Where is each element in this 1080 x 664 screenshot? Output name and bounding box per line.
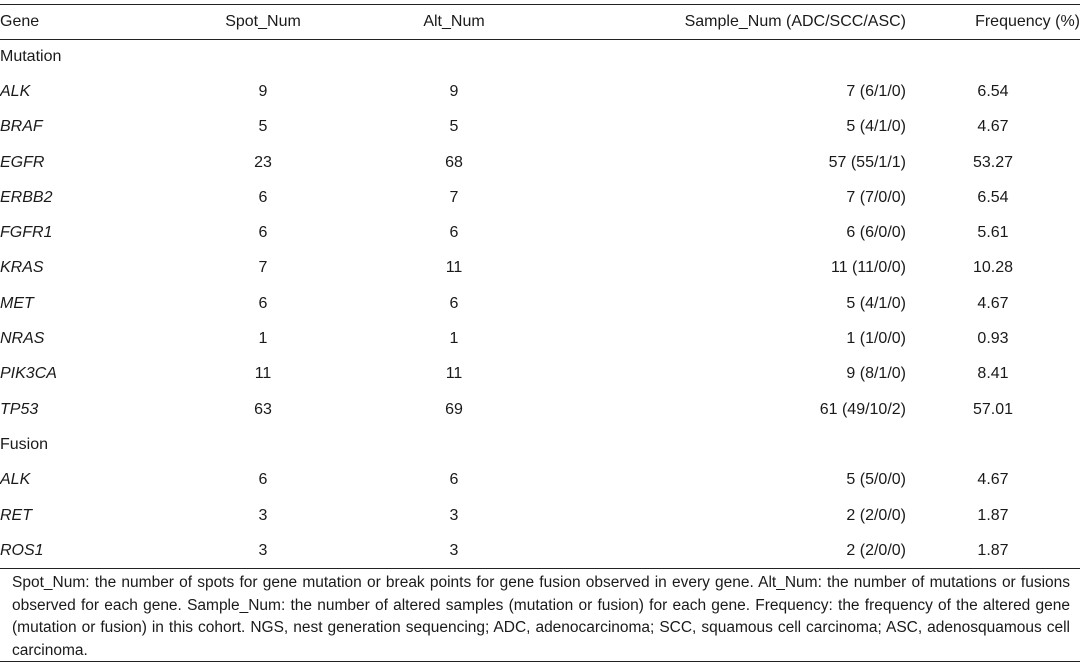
sample-num-cell: 2 (2/0/0) bbox=[846, 541, 906, 559]
gene-alteration-table bbox=[0, 5, 1080, 568]
table-row bbox=[0, 251, 1080, 286]
table-row bbox=[0, 145, 1080, 180]
gene-name-cell: ROS1 bbox=[0, 541, 44, 559]
alt-num-cell: 3 bbox=[449, 506, 459, 524]
frequency-cell: 10.28 bbox=[972, 259, 1014, 277]
alt-num-cell: 1 bbox=[449, 330, 459, 348]
table-row bbox=[0, 463, 1080, 498]
sample-num-cell: 57 (55/1/1) bbox=[828, 153, 906, 171]
table-row bbox=[0, 392, 1080, 427]
spot-num-cell: 23 bbox=[254, 153, 272, 171]
alt-num-cell: 5 bbox=[449, 118, 459, 136]
column-header-alt-num: Alt_Num bbox=[423, 13, 485, 30]
sample-num-cell: 5 (4/1/0) bbox=[846, 294, 906, 312]
sample-num-cell: 6 (6/0/0) bbox=[846, 224, 906, 242]
table-row bbox=[0, 74, 1080, 109]
section-label: Mutation bbox=[0, 47, 62, 65]
sample-num-cell: 7 (6/1/0) bbox=[846, 82, 906, 100]
sample-num-cell: 1 (1/0/0) bbox=[846, 330, 906, 348]
sample-num-cell: 61 (49/10/2) bbox=[819, 400, 906, 418]
frequency-cell: 0.93 bbox=[977, 330, 1009, 348]
spot-num-cell: 9 bbox=[258, 82, 268, 100]
gene-name-cell: ALK bbox=[0, 82, 31, 100]
table-row bbox=[0, 286, 1080, 321]
alt-num-cell: 3 bbox=[449, 541, 459, 559]
section-row bbox=[0, 427, 1080, 462]
spot-num-cell: 6 bbox=[258, 294, 268, 312]
frequency-cell: 57.01 bbox=[972, 400, 1014, 418]
table-row bbox=[0, 498, 1080, 533]
spot-num-cell: 3 bbox=[258, 541, 268, 559]
sample-num-cell: 2 (2/0/0) bbox=[846, 506, 906, 524]
spot-num-cell: 63 bbox=[254, 400, 272, 418]
frequency-cell: 1.87 bbox=[977, 541, 1009, 559]
gene-name-cell: EGFR bbox=[0, 153, 45, 171]
gene-name-cell: ALK bbox=[0, 471, 31, 489]
column-header-frequency: Frequency (%) bbox=[975, 13, 1080, 30]
spot-num-cell: 6 bbox=[258, 471, 268, 489]
alt-num-cell: 69 bbox=[445, 400, 463, 418]
alt-num-cell: 6 bbox=[449, 471, 459, 489]
frequency-cell: 6.54 bbox=[977, 82, 1009, 100]
column-header-spot-num: Spot_Num bbox=[225, 13, 301, 30]
gene-name-cell: MET bbox=[0, 294, 34, 312]
table-row bbox=[0, 533, 1080, 568]
sample-num-cell: 5 (4/1/0) bbox=[846, 118, 906, 136]
table-header-row bbox=[0, 5, 1080, 39]
alt-num-cell: 11 bbox=[445, 259, 463, 277]
spot-num-cell: 11 bbox=[254, 365, 272, 383]
section-label: Fusion bbox=[0, 435, 49, 453]
alt-num-cell: 7 bbox=[449, 188, 459, 206]
sample-num-cell: 11 (11/0/0) bbox=[830, 259, 906, 277]
frequency-cell: 1.87 bbox=[977, 506, 1009, 524]
frequency-cell: 8.41 bbox=[977, 365, 1009, 383]
alt-num-cell: 6 bbox=[449, 294, 459, 312]
frequency-cell: 5.61 bbox=[977, 224, 1009, 242]
table-row bbox=[0, 180, 1080, 215]
table-row bbox=[0, 215, 1080, 250]
gene-name-cell: TP53 bbox=[0, 400, 39, 418]
spot-num-cell: 7 bbox=[258, 259, 268, 277]
gene-name-cell: PIK3CA bbox=[0, 365, 57, 383]
table-body bbox=[0, 39, 1080, 568]
gene-name-cell: RET bbox=[0, 506, 32, 524]
gene-name-cell: BRAF bbox=[0, 118, 43, 136]
alt-num-cell: 68 bbox=[445, 153, 463, 171]
table-footnote: Spot_Num: the number of spots for gene mutation or break points for gene fusion observed in every gene. Alt_Num: the number of mutations or fusions observed for each gene. Sample_Num: the number of altered samples (mutation or fusion) for each gene. Frequency: the frequency of the altered gene (mutation or fusion) in this cohort. NGS, nest generation sequencing; ADC, adenocarcinoma; SCC, squamous cell carcinoma; ASC, adenosquamous cell carcinoma. bbox=[12, 574, 1070, 659]
spot-num-cell: 3 bbox=[258, 506, 268, 524]
table-row bbox=[0, 321, 1080, 356]
gene-name-cell: KRAS bbox=[0, 259, 44, 277]
section-row bbox=[0, 39, 1080, 74]
table-row bbox=[0, 357, 1080, 392]
frequency-cell: 53.27 bbox=[972, 153, 1014, 171]
spot-num-cell: 6 bbox=[258, 188, 268, 206]
column-header-sample-num: Sample_Num (ADC/SCC/ASC) bbox=[684, 13, 906, 30]
sample-num-cell: 9 (8/1/0) bbox=[846, 365, 906, 383]
alt-num-cell: 6 bbox=[449, 224, 459, 242]
gene-name-cell: ERBB2 bbox=[0, 188, 53, 206]
frequency-cell: 4.67 bbox=[977, 118, 1009, 136]
sample-num-cell: 5 (5/0/0) bbox=[846, 471, 906, 489]
spot-num-cell: 6 bbox=[258, 224, 268, 242]
sample-num-cell: 7 (7/0/0) bbox=[846, 188, 906, 206]
gene-name-cell: FGFR1 bbox=[0, 224, 53, 242]
alt-num-cell: 11 bbox=[445, 365, 463, 383]
frequency-cell: 4.67 bbox=[977, 294, 1009, 312]
column-header-gene: Gene bbox=[0, 13, 40, 30]
frequency-cell: 6.54 bbox=[977, 188, 1009, 206]
table-row bbox=[0, 110, 1080, 145]
alt-num-cell: 9 bbox=[449, 82, 459, 100]
spot-num-cell: 5 bbox=[258, 118, 268, 136]
frequency-cell: 4.67 bbox=[977, 471, 1009, 489]
spot-num-cell: 1 bbox=[258, 330, 268, 348]
gene-name-cell: NRAS bbox=[0, 330, 45, 348]
